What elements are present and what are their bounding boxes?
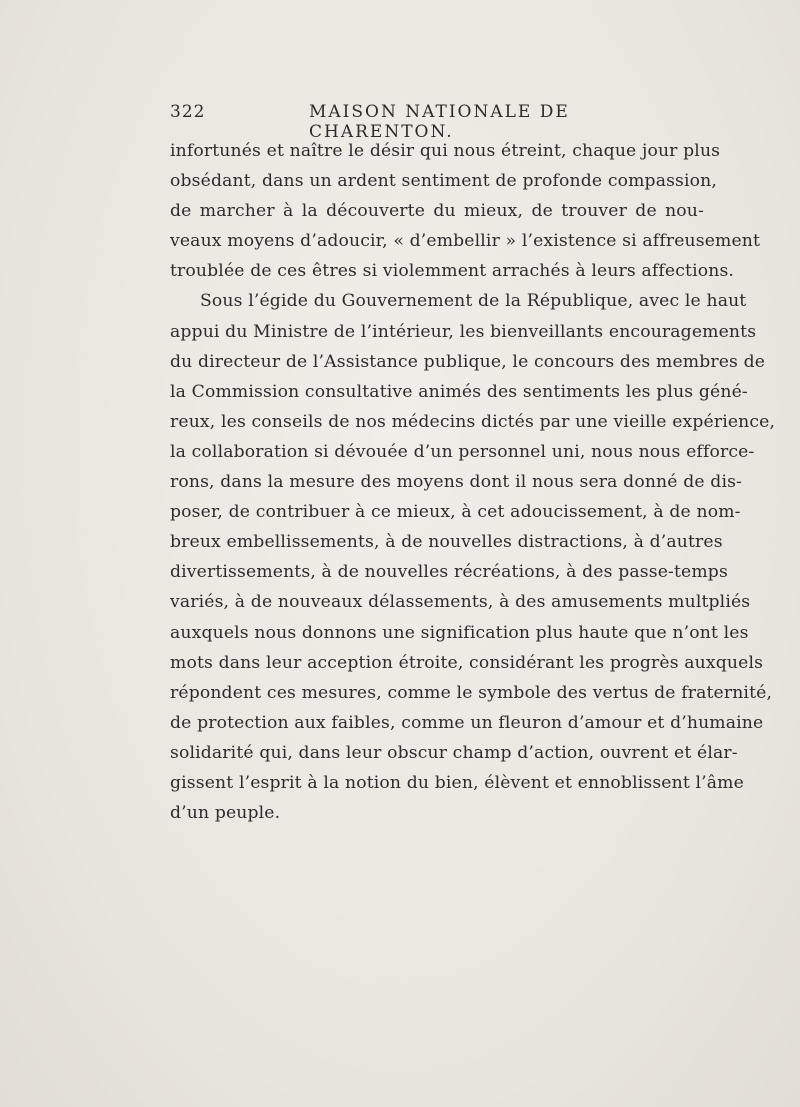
text-line: solidarité qui, dans leur obscur champ d’action, ouvrent et élar- <box>170 742 738 763</box>
text-line: rons, dans la mesure des moyens dont il nous sera donné de dis- <box>170 472 743 493</box>
text-line: la Commission consultative animés des sentiments les plus géné- <box>170 381 748 402</box>
text-line: répondent ces mesures, comme le symbole des vertus de fraternité, <box>170 682 773 703</box>
text-line: du directeur de l’Assistance publique, le concours des membres de <box>170 351 766 372</box>
text-line: variés, à de nouveaux délassements, à des amusements multpliés <box>170 592 751 613</box>
text-line: gissent l’esprit à la notion du bien, élèvent et ennoblissent l’âme <box>170 772 744 793</box>
page-number: 322 <box>170 102 206 122</box>
text-line: de protection aux faibles, comme un fleuron d’amour et d’humaine <box>170 712 764 733</box>
text-line: infortunés et naître le désir qui nous étreint, chaque jour plus <box>170 141 721 161</box>
text-line: divertissements, à de nouvelles récréations, à des passe-temps <box>170 562 728 583</box>
text-line: la collaboration si dévouée d’un personnel uni, nous nous efforce- <box>170 441 755 462</box>
text-line: Sous l’égide du Gouvernement de la République, avec le haut <box>200 291 747 312</box>
text-line: mots dans leur acception étroite, considérant les progrès auxquels <box>170 652 764 673</box>
text-line: d’un peuple. <box>170 803 281 824</box>
text-line: reux, les conseils de nos médecins dictés par une vieille expérience, <box>170 411 776 432</box>
page-header <box>170 98 640 142</box>
running-title: MAISON NATIONALE DE CHARENTON. <box>309 102 570 142</box>
text-line: veaux moyens d’adoucir, « d’embellir » l’existence si affreusement <box>170 231 761 252</box>
text-line: obsédant, dans un ardent sentiment de profonde compassion, <box>170 171 718 192</box>
text-line: troublée de ces êtres si violemment arrachés à leurs affections. <box>170 261 735 282</box>
text-line: poser, de contribuer à ce mieux, à cet adoucissement, à de nom- <box>170 502 741 523</box>
text-line: breux embellissements, à de nouvelles distractions, à d’autres <box>170 532 723 553</box>
body-text <box>170 136 776 828</box>
text-line: appui du Ministre de l’intérieur, les bienveillants encouragements <box>170 321 757 342</box>
text-line: auxquels nous donnons une signification plus haute que n’ont les <box>170 622 749 643</box>
text-line: de marcher à la découverte du mieux, de trouver de nou- <box>170 201 704 222</box>
